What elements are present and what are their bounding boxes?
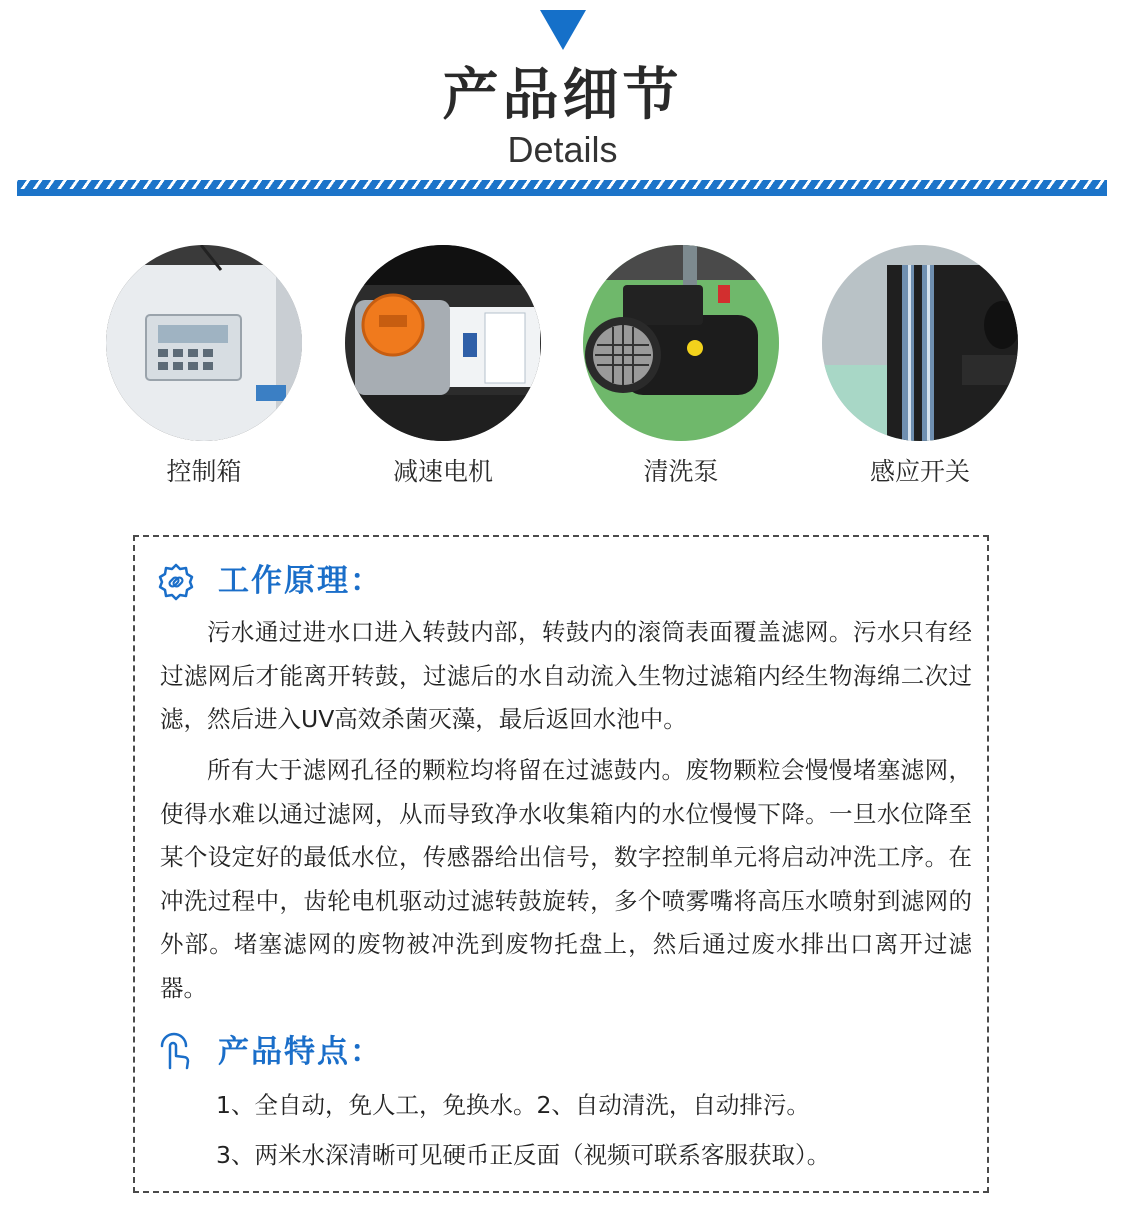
down-triangle-icon: [540, 10, 586, 50]
finger-tap-icon: [156, 1032, 196, 1072]
gear-motor-photo: [345, 245, 541, 441]
gear-link-icon: [156, 562, 196, 602]
working-principle-title: 工作原理：: [218, 563, 383, 599]
page-subtitle: Details: [507, 129, 618, 170]
cleaning-pump-photo: [583, 245, 779, 441]
product-caption: 清洗泵: [643, 457, 719, 486]
features-title: 产品特点：: [218, 1034, 383, 1070]
sensor-switch-photo: [822, 245, 1018, 441]
control-box-photo: [106, 245, 302, 441]
product-caption: 感应开关: [869, 457, 970, 486]
striped-divider: [17, 180, 1107, 189]
principle-paragraph-2: 所有大于滤网孔径的颗粒均将留在过滤鼓内。废物颗粒会慢慢堵塞滤网，使得水难以通过滤网，从而导致净水收集箱内的水位慢慢下降。一旦水位降至某个设定好的最低水位，传感器给出信号，数字控制单元将启动冲洗工序。在冲洗过程中，齿轮电机驱动过滤转鼓旋转，多个喷雾嘴将高压水喷射到滤网的外部。堵塞滤网的废物被冲洗到废物托盘上，然后通过废水排出口离开过滤器。: [160, 756, 972, 1002]
divider-line: [17, 189, 1107, 196]
feature-item: 3、两米水深清晰可见硬币正反面（视频可联系客服获取）。: [216, 1141, 831, 1169]
product-caption: 减速电机: [392, 457, 493, 486]
page-title: 产品细节: [442, 63, 683, 128]
product-caption: 控制箱: [166, 457, 242, 486]
feature-item: 1、全自动，免人工，免换水。2、自动清洗，自动排污。: [216, 1091, 810, 1119]
principle-paragraph-1: 污水通过进水口进入转鼓内部，转鼓内的滚筒表面覆盖滤网。污水只有经过滤网后才能离开转鼓，过滤后的水自动流入生物过滤箱内经生物海绵二次过滤，然后进入UV高效杀菌灭藻，最后返回水池中。: [160, 618, 972, 733]
